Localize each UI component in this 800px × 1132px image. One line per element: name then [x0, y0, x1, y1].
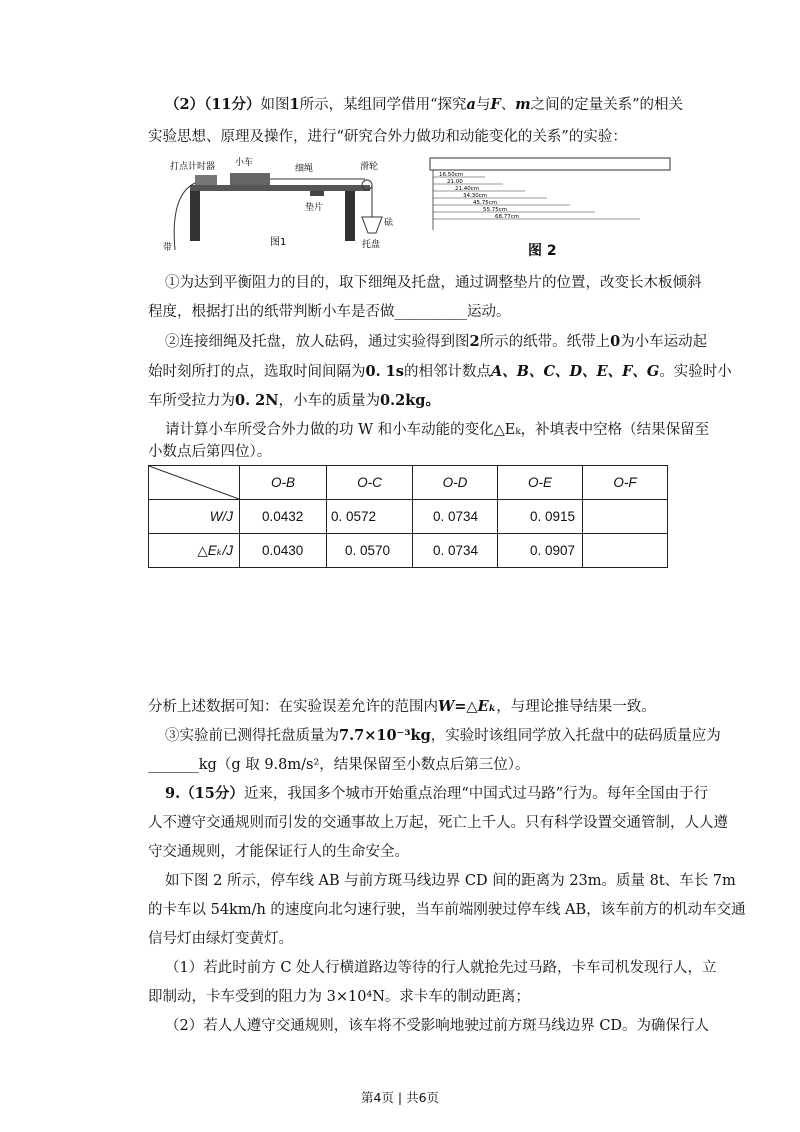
q9-sub2-line1: （2）若人人遵守交通规则，该车将不受影响地驶过前方斑马线边界 CD。为确保行人 [165, 1018, 710, 1034]
label-car: 小车 [235, 158, 254, 168]
q2-line1: ②连接细绳及托盘，放人砝码，通过实验得到图2所示的纸带。纸带上0为小车运动起 [165, 333, 708, 350]
figure-2-tape [425, 155, 675, 235]
q9-sub1-line2: 即制动，卡车受到的阻力为 3×10⁴N。求卡车的制动距离； [148, 989, 530, 1005]
board-leg-right [345, 191, 355, 241]
part2-line2: 实验思想、原理及操作，进行“研究合外力做功和动能变化的关系”的实验： [148, 129, 627, 145]
q9-number: 9.（15分） [165, 785, 244, 802]
table-header-cell: O-C [327, 466, 413, 500]
part2-line1: （2）（11分）如图1所示，某组同学借用“探究a与F、m之间的定量关系”的相关 [165, 96, 684, 113]
figure-1-apparatus [160, 155, 400, 255]
label-weight: 砝 [384, 218, 394, 228]
figure-2-caption: 图 2 [528, 243, 557, 259]
table-row [149, 500, 668, 534]
table-cell: 0.0430 [240, 534, 327, 568]
q1-line2: 程度，根据打出的纸带判断小车是否做__________运动。 [148, 304, 511, 320]
tape-dimension-lines [433, 170, 640, 230]
q9-line5: 的卡车以 54km/h 的速度向北匀速行驶，当车前端刚驶过停车线 AB，该车前方的机动车交通 [148, 902, 746, 918]
table-cell: 0. 0570 [327, 534, 413, 568]
label-pulley: 滑轮 [360, 162, 379, 172]
table-header-cell: O-F [583, 466, 668, 500]
q2-line5: 小数点后第四位）。 [148, 444, 272, 460]
label-timer: 打点计时器 [170, 162, 216, 172]
label-string: 细绳 [295, 164, 314, 174]
dist-label: 34.30cm [463, 193, 488, 199]
dist-label: 21.00 [447, 179, 463, 185]
analysis-line: 分析上述数据可知：在实验误差允许的范围内W=△Eₖ，与理论推导结果一致。 [148, 698, 656, 715]
dist-label: 55.75cm [483, 207, 508, 213]
q9-line3: 守交通规则，才能保证行人的生命安全。 [148, 844, 409, 860]
tray-shape [362, 217, 382, 233]
car-shape [230, 173, 270, 185]
dist-label: 45.75cm [473, 200, 498, 206]
q9-line1: 9.（15分）近来，我国多个城市开始重点治理“中国式过马路”行为。每年全国由于行 [165, 785, 709, 802]
q9-sub1-line1: （1）若此时前方 C 处人行横道路边等待的行人就抢先过马路，卡车司机发现行人，立 [165, 960, 717, 976]
board-leg-left [190, 191, 200, 241]
label-tape: 带 [163, 243, 173, 253]
data-table [148, 465, 668, 568]
q2-line4: 请计算小车所受合外力做的功 W 和小车动能的变化△Eₖ，补填表中空格（结果保留至 [165, 422, 710, 438]
table-cell: 0. 0734 [413, 534, 498, 568]
q9-line4: 如下图 2 所示，停车线 AB 与前方斑马线边界 CD 间的距离为 23m。质量 8t、车长 7m [165, 873, 736, 889]
row-label-w: W/J [149, 500, 240, 534]
table-header-cell: O-D [413, 466, 498, 500]
table-cell-blank[interactable] [583, 500, 668, 534]
q2-line2: 始时刻所打的点，选取时间间隔为0. 1s的相邻计数点A、B、C、D、E、F、G。实验时小 [148, 363, 732, 380]
pad-shape [310, 191, 324, 196]
table-header-row [149, 466, 668, 500]
dist-label: 21.40cm [455, 186, 480, 192]
table-header-cell: O-B [240, 466, 327, 500]
q2-line3: 车所受拉力为0. 2N，小车的质量为0.2kg。 [148, 392, 440, 409]
table-header-cell: O-E [498, 466, 583, 500]
diagonal-line [149, 466, 239, 499]
page-footer: 第4页 | 共6页 [360, 1090, 440, 1105]
q9-line6: 信号灯由绿灯变黄灯。 [148, 931, 293, 947]
q9-line2: 人不遵守交通规则而引发的交通事故上万起，死亡上千人。只有科学设置交通管制，人人遵 [148, 815, 728, 831]
label-tray: 托盘 [362, 240, 381, 250]
timer-shape [195, 175, 217, 185]
tape-strip [430, 158, 670, 170]
table-cell: 0. 0734 [413, 500, 498, 534]
part2-number: （2）（11分） [165, 96, 261, 113]
q3-answer-blank[interactable]: _______ [148, 757, 199, 773]
table-cell: 0. 0915 [498, 500, 583, 534]
q1-answer-blank[interactable]: __________ [394, 304, 467, 320]
row-label-ek: △Eₖ/J [149, 534, 240, 568]
dist-label: 68.77cm [495, 214, 520, 220]
figure-1-caption: 图1 [270, 237, 287, 248]
table-row [149, 534, 668, 568]
table-cell: 0. 0572 [327, 500, 413, 534]
long-board [190, 185, 370, 191]
table-cell: 0.0432 [240, 500, 327, 534]
table-cell-blank[interactable] [583, 534, 668, 568]
dist-label: 16.50cm [439, 172, 464, 178]
table-cell: 0. 0907 [498, 534, 583, 568]
q3-line1: ③实验前已测得托盘质量为7.7×10⁻³kg，实验时该组同学放入托盘中的砝码质量应为 [165, 727, 721, 744]
q3-line2: _______kg（g 取 9.8m/s²，结果保留至小数点后第三位）。 [148, 757, 530, 773]
label-pad: 垫片 [305, 203, 324, 213]
table-corner-cell [149, 466, 240, 500]
q1-line1: ①为达到平衡阻力的目的，取下细绳及托盘，通过调整垫片的位置，改变长木板倾斜 [165, 275, 702, 291]
